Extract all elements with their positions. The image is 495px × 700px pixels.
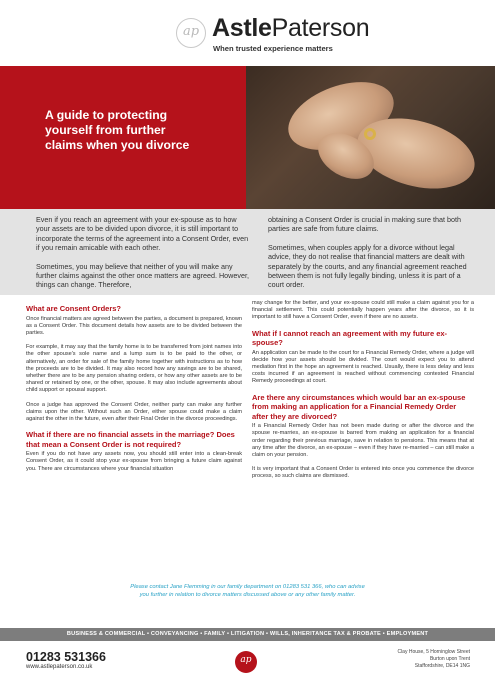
intro-left-column <box>36 215 252 299</box>
ring-icon <box>364 128 376 140</box>
address-line: Burton upon Trent <box>429 655 470 662</box>
body-paragraph: If a Financial Remedy Order has not been made during or after the divorce and the spouse re-marries, an ex-spouse is barred from making an application for a financial order regarding their previous marriage, save in relation to pensions. This means that at any time after the divorce, an ex-spouse – even if they have re-married – can still make a claim on your pension. <box>252 423 474 458</box>
body-paragraph: It is very important that a Consent Order is entered into once you commence the divorce process, so such claims are dismissed. <box>252 466 474 480</box>
body-paragraph: may change for the better, and your ex-spouse could still make a claim against you for a financial settlement. This could potentially happen years after the divorce, so it is important to still have a Consent Order, even if there are no assets. <box>252 300 474 321</box>
footer-address <box>370 649 470 669</box>
page-header <box>0 0 495 66</box>
hero-photo-hands-ring <box>246 66 495 209</box>
intro-right-column <box>268 215 478 299</box>
footer-logo-text: ap <box>240 655 252 665</box>
brand-name <box>212 14 369 43</box>
footer-website: www.astlepaterson.co.uk <box>26 664 93 670</box>
contact-line: you further in relation to divorce matters discussed above or any other family matter. <box>139 592 356 598</box>
address-line: Staffordshire, DE14 1NG <box>414 662 470 669</box>
footer-logo-mark <box>235 651 257 673</box>
body-right-column <box>252 300 474 488</box>
body-paragraph: Even if you do not have any assets now, you should still enter into a clean-break Consent Order, as it could stop your ex-spouse from bringing a future claim against you. There are circumstances where your financial situation <box>26 451 242 472</box>
intro-paragraph: Sometimes, when couples apply for a divorce without legal advice, they do not realise that financial matters are dealt with separately by the courts, and any financial agreement reached between them is not fully legally binding, unless it is part of a court order. <box>268 242 467 290</box>
contact-note <box>40 583 455 599</box>
body-paragraph: Once financial matters are agreed between the parties, a document is prepared, known as a Consent Order. This document details how assets are to be divided between the parties. <box>26 315 242 336</box>
address-line: Clay House, 5 Horninglow Street <box>397 649 470 655</box>
section-heading: What are Consent Orders? <box>26 304 122 313</box>
hero-title: A guide to protecting yourself from further claims when you divorce <box>45 108 190 152</box>
body-paragraph: For example, it may say that the family home is to be transferred from joint names into the other spouse's sole name and a lump sum is to be paid to the other, or alternatively, an order for sale of the family home together with instructions as to how the proceeds are to be divided. It may also record how any savings are to be shared, whether there are to be any pension sharing orders, or how any other assets are to be shared or retained by one, or the other, spouse. It may also include agreements about child support or spousal support. <box>26 344 242 394</box>
section-heading: What if I cannot reach an agreement with my future ex-spouse? <box>252 328 448 348</box>
intro-paragraph: Sometimes, you may believe that neither of you will make any further claims against the other once matters are agreed. However, things can change. Therefore, <box>36 261 249 290</box>
contact-line: Please contact Jane Flemming in our family department on 01283 531 366, who can advise <box>130 584 365 590</box>
body-paragraph: Once a judge has approved the Consent Order, neither party can make any further claims upon the other. Without such an Order, either spouse could make a claim against the other in the future, even after their Final Order in the divorce proceedings. <box>26 401 242 422</box>
section-heading: Are there any circumstances which would bar an ex-spouse from making an application for a Financial Remedy Order after they are divorced? <box>252 392 466 421</box>
section-heading: What if there are no financial assets in the marriage? Does that mean a Consent Order is not required? <box>26 430 235 449</box>
logo-mark-text: ap <box>182 24 200 39</box>
brand-name-first: Astle <box>212 14 272 42</box>
logo-mark <box>176 18 206 48</box>
brand-name-second: Paterson <box>271 14 370 42</box>
intro-paragraph: Even if you reach an agreement with your ex-spouse as to how your assets are to be divided upon divorce, it is still important to incorporate the terms of the agreement into a Consent Order, even if you remain amicable with each other. <box>36 215 249 253</box>
services-bar: BUSINESS & COMMERCIAL • CONVEYANCING • FAMILY • LITIGATION • WILLS, INHERITANCE TAX & PROBATE • EMPLOYMENT <box>0 628 495 641</box>
intro-paragraph: obtaining a Consent Order is crucial in making sure that both parties are safe from future claims. <box>268 215 461 234</box>
footer-phone: 01283 531366 <box>26 650 106 664</box>
body-left-column <box>26 300 242 480</box>
body-paragraph: An application can be made to the court for a Financial Remedy Order, where a judge will decide how your assets should be divided. The court would expect you to attend mediation first in the hope an agreement is reached. Usually, there is less delay and less costs incurred if an agreement is reached without commencing contested Financial Remedy proceedings at court. <box>252 349 474 385</box>
brand-tagline: When trusted experience matters <box>213 44 333 53</box>
